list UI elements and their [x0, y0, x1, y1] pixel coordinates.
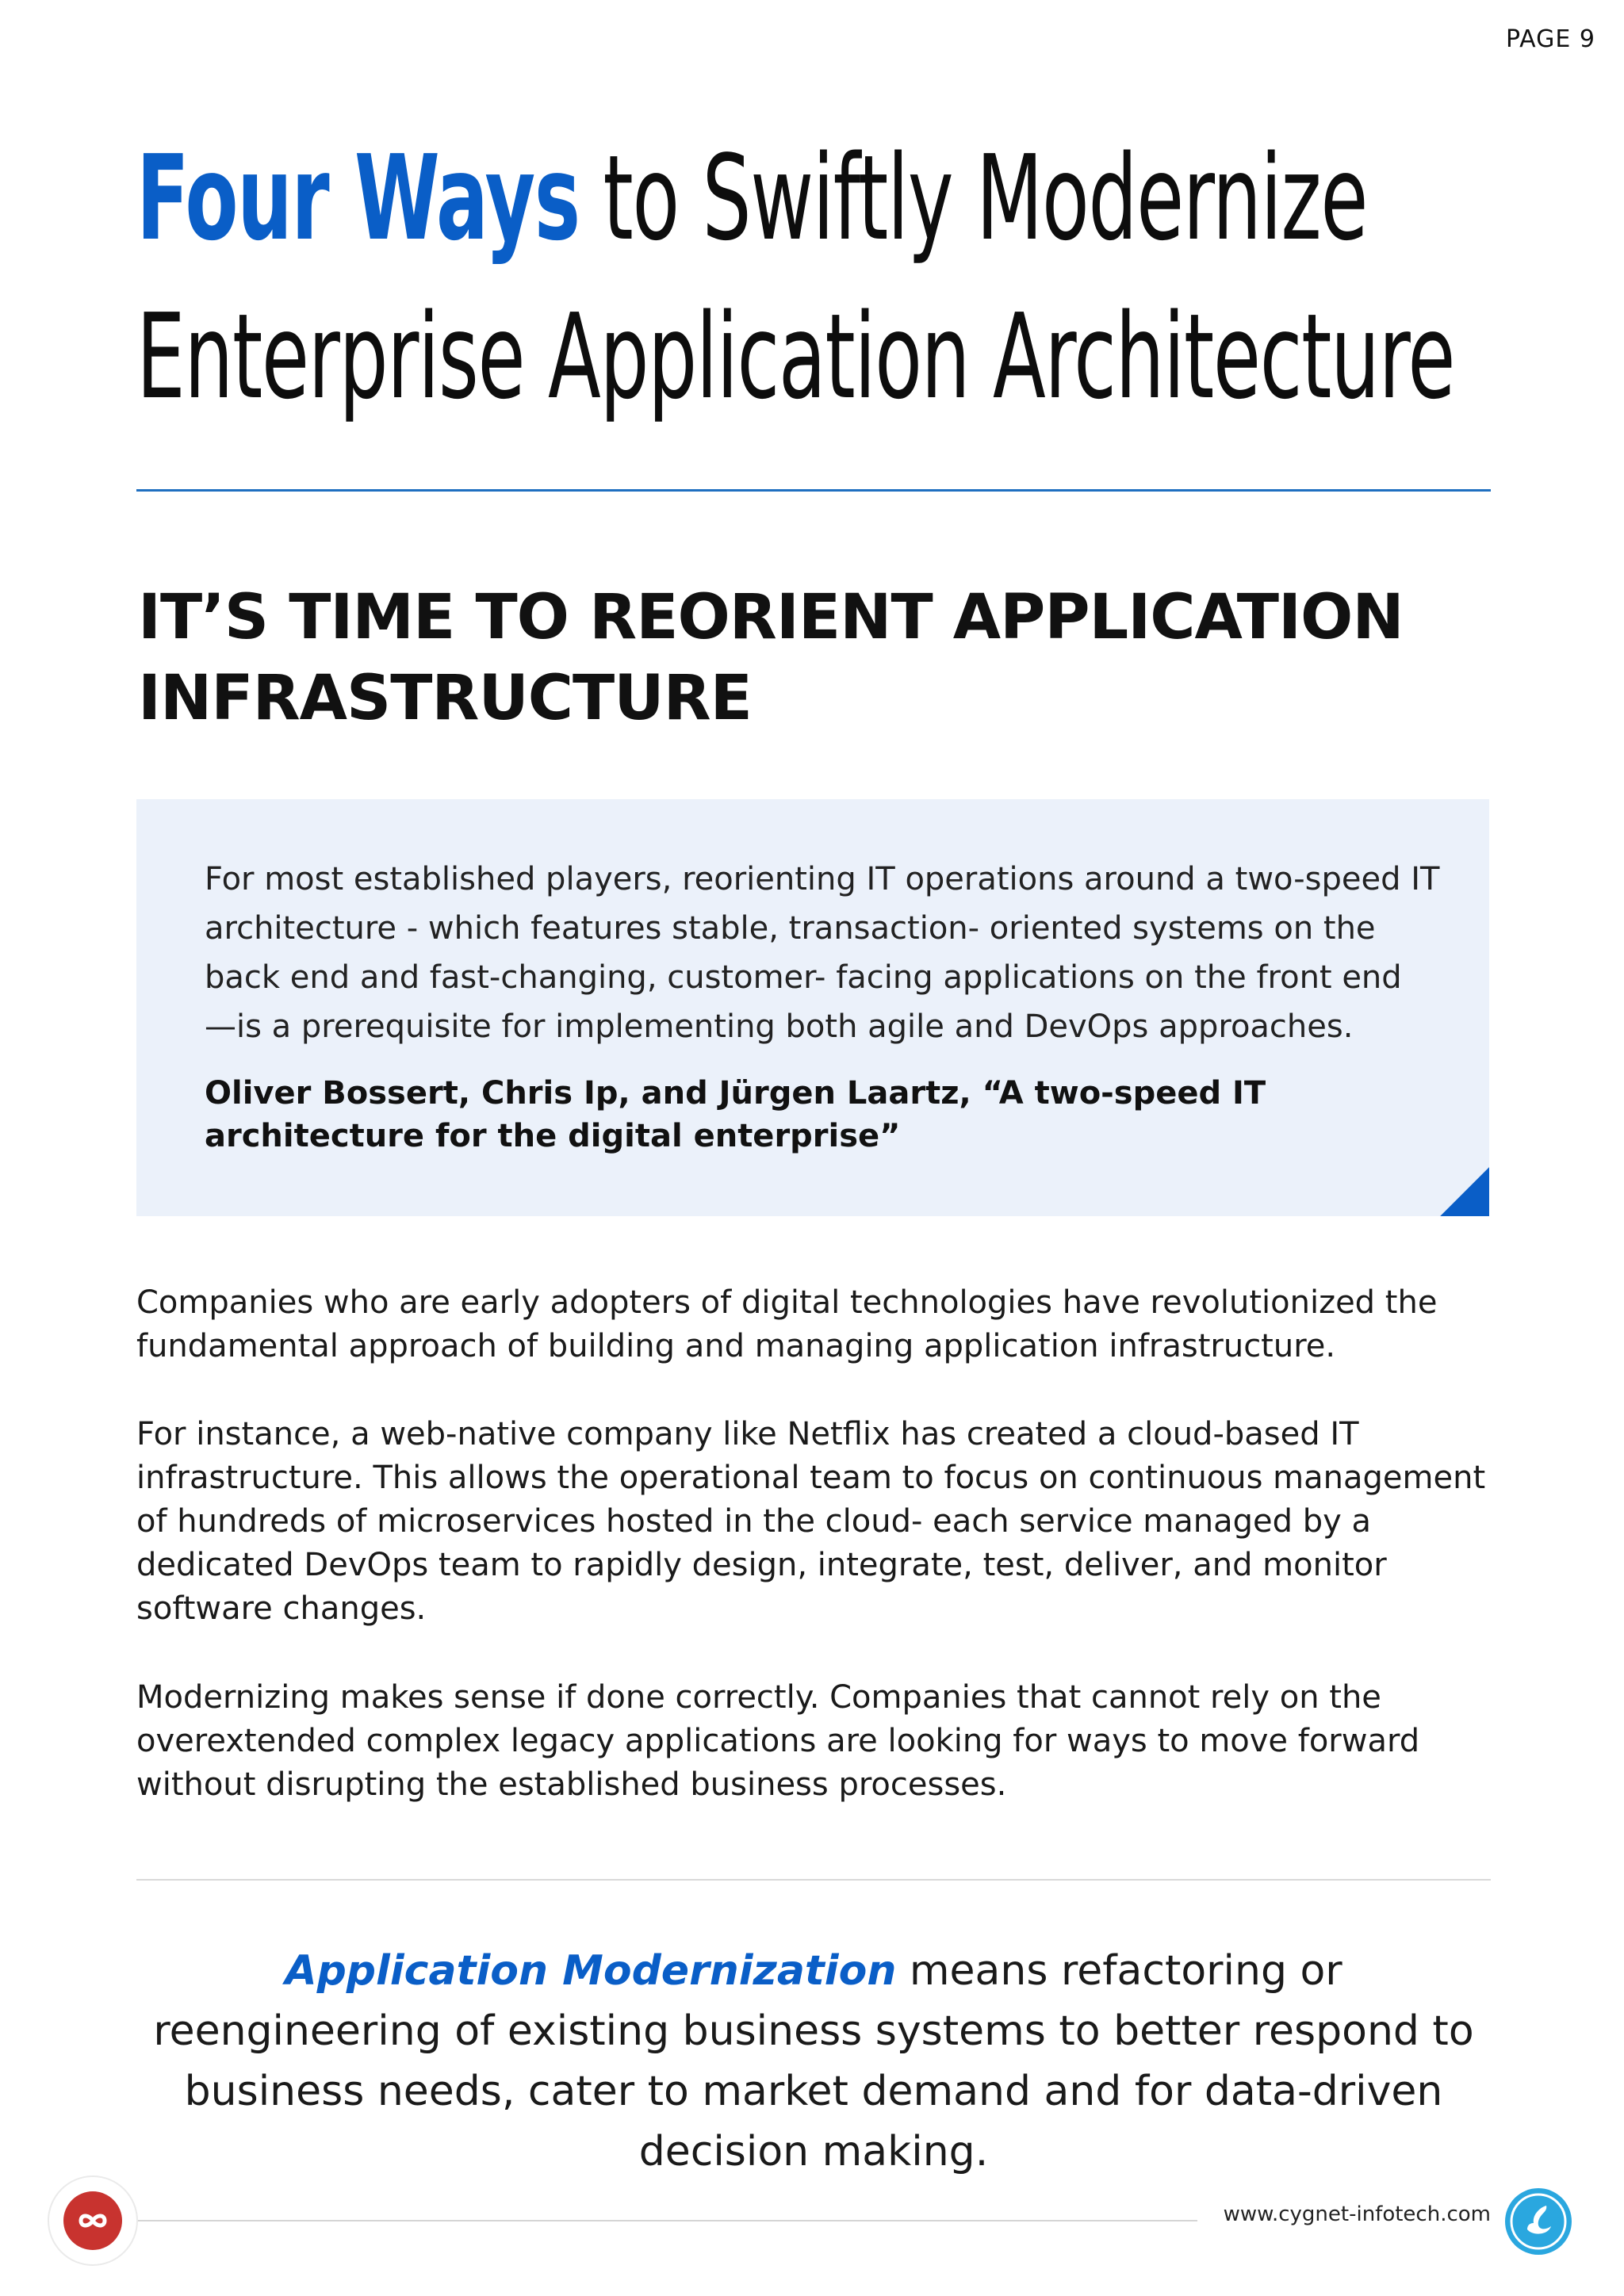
page-number: PAGE 9 [1506, 25, 1595, 53]
section-heading-line2: INFRASTRUCTURE [138, 663, 752, 734]
definition-text: means refactoring or reengineering of existing business systems to better respond to business needs, cater to market demand and for data-driven decision making. [153, 1947, 1474, 2175]
footer-url[interactable]: www.cygnet-infotech.com [1223, 2202, 1491, 2226]
body-paragraph-3: Modernizing makes sense if done correctly. Companies that cannot rely on the overextended complex legacy applications are looking for ways to move forward without disrupting the established business processes. [136, 1679, 1420, 1803]
quote-text: For most established players, reorienting IT operations around a two-speed IT architecture - which features stable, transaction- oriented systems on the back end and fast-changing, customer- facing applications on the front end —is a prerequisite for implementing both agile and DevOps approaches. [205, 861, 1440, 1045]
title-divider [136, 489, 1491, 492]
body-paragraph-2: For instance, a web-native company like Netflix has created a cloud-based IT infrastructure. This allows the operational team to focus on continuous management of hundreds of microservices hosted in the cloud- each service managed by a dedicated DevOps team to rapidly design, integrate, test, deliver, and monitor software changes. [136, 1416, 1486, 1627]
title-line1-rest: to Swiftly Modernize [579, 130, 1368, 266]
page-title [136, 119, 1455, 436]
corner-triangle-icon [1440, 1167, 1489, 1216]
title-line2: Enterprise Application Architecture [136, 289, 1455, 425]
swan-logo-icon [1505, 2188, 1572, 2255]
quote-attribution: Oliver Bossert, Chris Ip, and Jürgen Laartz, “A two-speed IT architecture for the digital enterprise” [205, 1075, 1266, 1154]
section-heading-line1: IT’S TIME TO REORIENT APPLICATION [138, 582, 1404, 653]
definition-callout [136, 1941, 1491, 2182]
definition-term: Application Modernization [285, 1947, 897, 1995]
body-paragraph-1: Companies who are early adopters of digital technologies have revolutionized the fundamental approach of building and managing application infrastructure. [136, 1284, 1438, 1364]
section-heading [138, 577, 1486, 739]
quote-box [136, 799, 1489, 1216]
title-accent: Four Ways [136, 130, 580, 266]
infinity-glyph [63, 2191, 122, 2250]
infinity-icon [49, 2177, 136, 2264]
footer-divider [87, 2220, 1197, 2221]
section-divider [136, 1879, 1491, 1881]
